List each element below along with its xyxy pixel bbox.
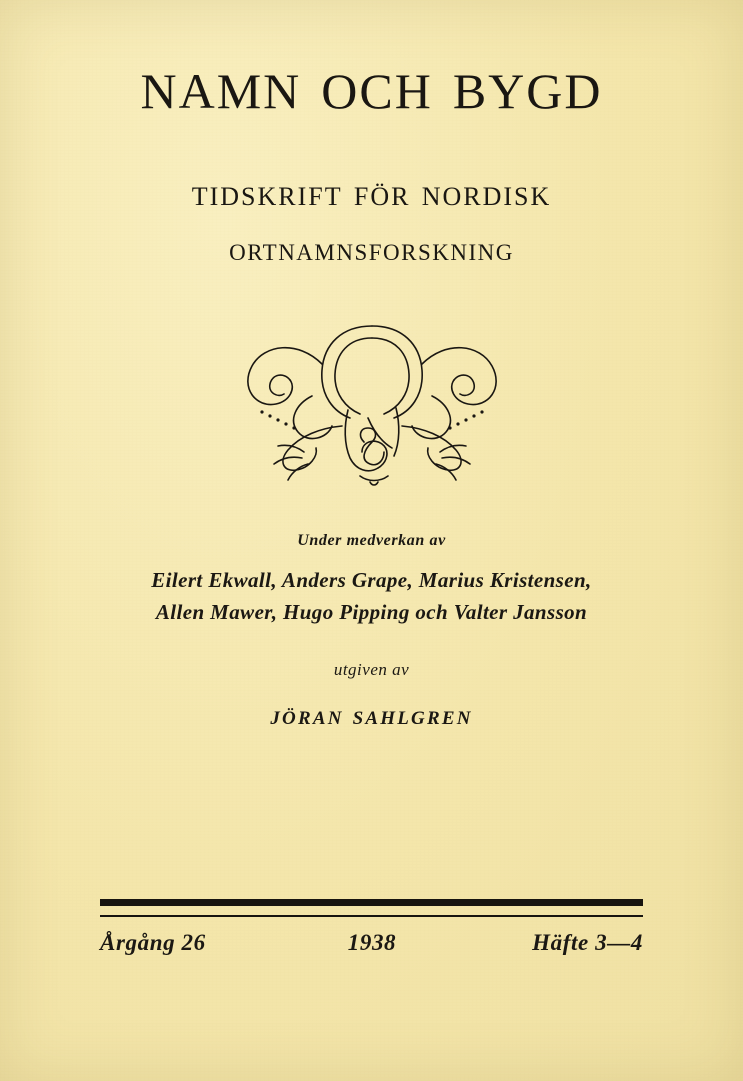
volume-label: Årgång 26 xyxy=(100,930,206,955)
divider-thin xyxy=(100,915,643,917)
page-title: namn och bygd xyxy=(140,44,603,124)
publisher-name: jöran sahlgren xyxy=(270,700,473,730)
issue-label: Häfte 3—4 xyxy=(532,930,643,955)
under-medverkan-label: Under medverkan av xyxy=(297,532,446,549)
year-label: 1938 xyxy=(347,930,397,955)
volume-info-row xyxy=(100,930,643,956)
subtitle-line-2: ortnamnsforskning xyxy=(229,232,514,268)
published-by-label: utgiven av xyxy=(333,660,410,679)
editors-line-1: Eilert Ekwall, Anders Grape, Marius Kristensen, xyxy=(151,568,592,592)
floral-monogram-ornament-icon xyxy=(192,300,552,490)
subtitle-line-1: tidskrift för nordisk xyxy=(191,173,552,214)
editors-line-2: Allen Mawer, Hugo Pipping och Valter Jansson xyxy=(155,600,588,624)
divider-thick xyxy=(100,899,643,906)
